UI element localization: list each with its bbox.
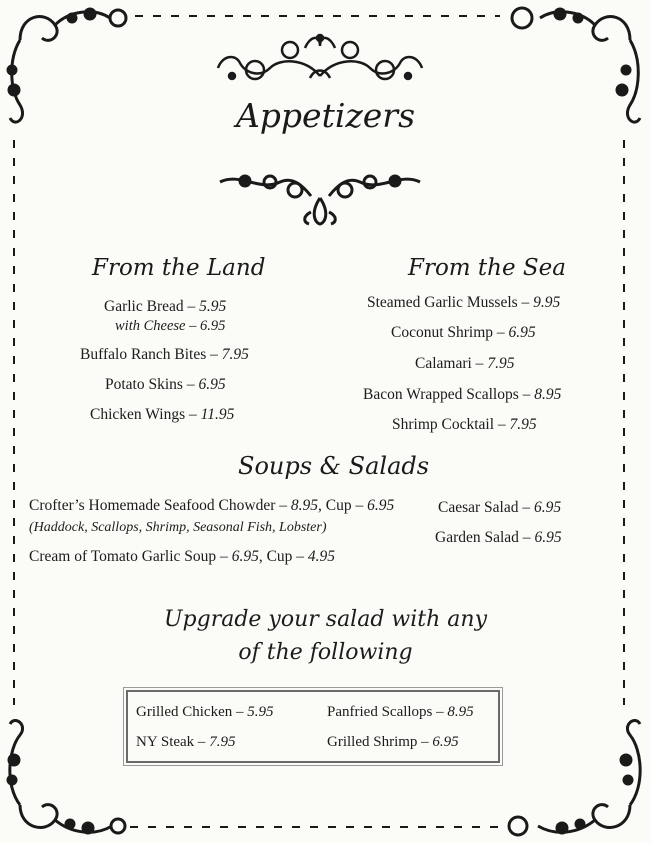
upgrade-item-ny-steak: NY Steak – 7.95 <box>136 734 236 750</box>
upgrade-line-1: Upgrade your salad with any <box>163 607 487 632</box>
price: 6.95 <box>534 529 562 546</box>
price: 8.95 <box>534 386 562 403</box>
menu-item-garlic-bread: Garlic Bread – 5.95 <box>104 298 227 315</box>
price: 6.95 <box>198 376 226 393</box>
price: 6.95 <box>199 318 226 334</box>
menu-item-calamari: Calamari – 7.95 <box>415 355 515 372</box>
upgrade-item-grilled-shrimp: Grilled Shrimp – 6.95 <box>327 734 459 750</box>
price: 6.95 <box>533 499 562 516</box>
price: 5.95 <box>247 704 274 720</box>
menu-item-coconut-shrimp: Coconut Shrimp – 6.95 <box>391 324 536 341</box>
price: 7.95 <box>509 416 537 433</box>
upgrade-line-2: of the following <box>238 640 413 665</box>
menu-item-chicken-wings: Chicken Wings – 11.95 <box>90 406 235 423</box>
corner-swirl-icon <box>8 720 125 833</box>
land-heading: From the Land <box>92 255 266 281</box>
price: 7.95 <box>487 355 515 372</box>
price: 4.95 <box>307 548 336 565</box>
price: 6.95 <box>432 734 459 750</box>
chowder-ingredients-note: (Haddock, Scallops, Shrimp, Seasonal Fish, Lobster) <box>29 520 327 535</box>
soups-salads-heading: Soups & Salads <box>238 452 430 480</box>
upgrade-item-panfried-scallops: Panfried Scallops – 8.95 <box>327 704 474 720</box>
price: 6.95 <box>367 497 395 514</box>
flourish-top-icon <box>210 28 430 86</box>
price: 6.95 <box>231 548 259 565</box>
price: 7.95 <box>221 346 249 363</box>
upgrade-note <box>0 603 651 669</box>
flourish-divider-icon <box>215 168 425 228</box>
upgrade-item-grilled-chicken: Grilled Chicken – 5.95 <box>136 704 274 720</box>
menu-item-buffalo-ranch-bites: Buffalo Ranch Bites – 7.95 <box>80 346 249 363</box>
menu-item-shrimp-cocktail: Shrimp Cocktail – 7.95 <box>392 416 537 433</box>
menu-item-steamed-garlic-mussels: Steamed Garlic Mussels – 9.95 <box>367 294 561 311</box>
menu-item-tomato-garlic-soup: Cream of Tomato Garlic Soup – 6.95, Cup – 4.95 <box>29 548 336 565</box>
menu-item-bacon-wrapped-scallops: Bacon Wrapped Scallops – 8.95 <box>363 386 562 403</box>
price: 8.95 <box>447 704 474 720</box>
page-title: Appetizers <box>235 96 416 135</box>
price: 7.95 <box>209 734 236 750</box>
price: 5.95 <box>199 298 227 315</box>
menu-item-garlic-bread-cheese: with Cheese – 6.95 <box>115 318 226 334</box>
upgrade-options-box <box>126 690 500 763</box>
menu-item-garden-salad: Garden Salad – 6.95 <box>435 529 562 546</box>
menu-item-caesar-salad: Caesar Salad – 6.95 <box>438 499 562 516</box>
price: 11.95 <box>200 406 235 423</box>
corner-swirl-icon <box>509 720 640 835</box>
sea-heading: From the Sea <box>408 255 566 281</box>
price: 9.95 <box>533 294 561 311</box>
menu-item-seafood-chowder: Crofter’s Homemade Seafood Chowder – 8.95, Cup – 6.95 <box>29 497 395 514</box>
menu-item-potato-skins: Potato Skins – 6.95 <box>105 376 226 393</box>
price: 6.95 <box>508 324 536 341</box>
price: 8.95 <box>290 497 318 514</box>
